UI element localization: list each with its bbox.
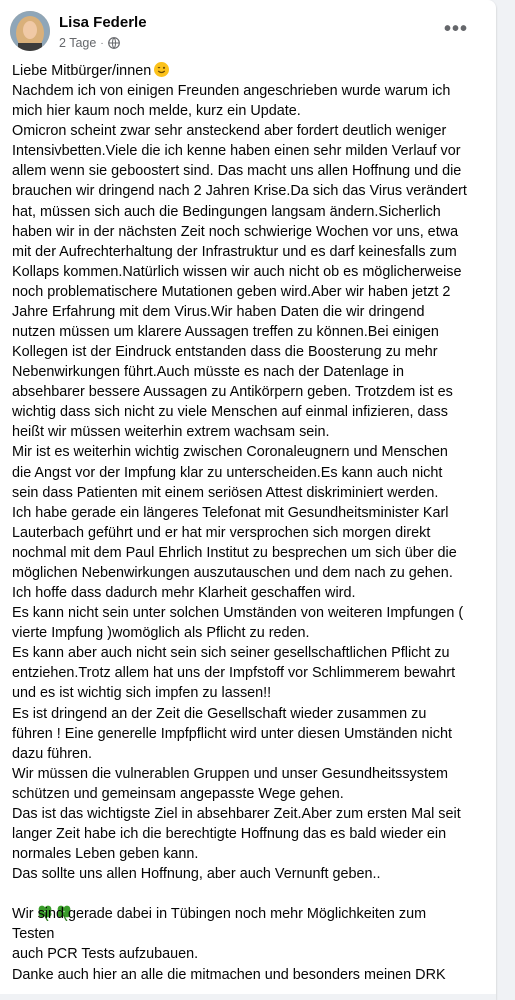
post-line: sein dass Patienten mit einem seriösen Attest diskriminiert werden.: [12, 484, 439, 501]
wink-emoji-icon: [154, 62, 169, 77]
post-line: Kollaps kommen.Natürlich wissen wir auch nicht ob es möglicherweise: [12, 263, 462, 280]
avatar-image: [10, 11, 50, 51]
post-meta: [59, 36, 120, 50]
post-line: vierte Impfung )womöglich als Pflicht zu reden.: [12, 625, 310, 642]
card-bottom-edge: [0, 994, 496, 1000]
post-line: führen ! Eine generelle Impfpflicht wird unter diesen Umständen nicht: [12, 725, 452, 742]
post-line: Testen: [12, 926, 55, 943]
post-line: Intensivbetten.Viele die ich kenne haben einen sehr milden Verlauf vor: [12, 143, 461, 160]
post-line: Wir müssen die vulnerablen Gruppen und unser Gesundheitssystem: [12, 765, 448, 782]
post-line: langer Zeit habe ich die berechtigte Hoffnung das es bald wieder ein: [12, 825, 447, 842]
post-line: absehbarer bessere Aussagen zu Antikörpern geben. Trotzdem ist es: [12, 384, 453, 401]
post-line: Kollegen ist der Eindruck entstanden dass die Boosterung zu mehr: [12, 344, 438, 361]
post-header: [10, 11, 486, 55]
post-line: Lauterbach geführt und er hat mir versprochen sich morgen direkt: [12, 524, 431, 541]
globe-icon[interactable]: [108, 37, 120, 49]
more-options-button[interactable]: •••: [443, 17, 468, 40]
post-line: Ich hoffe dass dadurch mehr Klarheit geschaffen wird.: [12, 585, 356, 602]
post-line: [12, 61, 490, 81]
post-line: allem wenn sie geboostert sind. Das macht uns allen Hoffnung und die: [12, 163, 462, 180]
post-time[interactable]: 2 Tage: [59, 36, 97, 50]
post-line: nochmal mit dem Paul Ehrlich Institut zu besprechen um sich über die: [12, 544, 457, 561]
post-line: heißt wir müssen weiterhin extrem wachsam sein.: [12, 424, 330, 441]
post-line: dazu führen.: [12, 745, 93, 762]
clover-line: [12, 884, 490, 904]
post-line: Das sollte uns allen Hoffnung, aber auch Vernunft geben..: [12, 866, 381, 883]
post-line: haben wir in der nächsten Zeit noch schwierige Wochen vor uns, etwa: [12, 223, 459, 240]
post-line: Ich habe gerade ein längeres Telefonat mit Gesundheitsminister Karl: [12, 504, 449, 521]
post-line: Omicron scheint zwar sehr ansteckend aber fordert deutlich weniger: [12, 123, 447, 140]
post-line: Es kann aber auch nicht sein sich seiner gesellschaftlichen Pflicht zu: [12, 645, 450, 662]
post-line: Danke auch hier an alle die mitmachen und besonders meinen DRK: [12, 966, 446, 983]
post-line: mit der Aufrechterhaltung der Infrastruktur und es darf keinesfalls zum: [12, 243, 457, 260]
post-line: noch problematischere Mutationen geben wird.Aber wir haben jetzt 2: [12, 283, 451, 300]
post-line: brauchen wir dringend nach 2 Jahren Krise.Da sich das Virus verändert: [12, 183, 467, 200]
post-line: wichtig dass sich nicht zu viele Menschen auf einmal infizieren, dass: [12, 404, 448, 421]
avatar[interactable]: [10, 11, 50, 51]
separator: ·: [100, 37, 104, 49]
post-line: nutzen müssen um klarere Aussagen treffen zu können.Bei einigen: [12, 324, 439, 341]
post-text: [12, 61, 490, 985]
post-line: Jahre Erfahrung mit dem Virus.Wir haben Daten die wir dringend: [12, 303, 425, 320]
post-line: Es ist dringend an der Zeit die Gesellschaft wieder zusammen zu: [12, 705, 427, 722]
post-line: Nachdem ich von einigen Freunden angeschrieben wurde warum ich: [12, 83, 451, 100]
post-line: Es kann nicht sein unter solchen Umständen von weiteren Impfungen (: [12, 605, 464, 622]
post-line: schützen und gemeinsam angepasste Wege gehen.: [12, 785, 344, 802]
author-name[interactable]: Lisa Federle: [59, 14, 147, 31]
post-line: Nebenwirkungen führt.Auch müsste es nach der Datenlage in: [12, 364, 404, 381]
post-line-text: Liebe Mitbürger/innen: [12, 63, 152, 79]
post-line: Das ist das wichtigste Ziel in absehbarer Zeit.Aber zum ersten Mal seit: [12, 805, 461, 822]
post-line: die Angst vor der Impfung klar zu unterscheiden.Es kann auch nicht: [12, 464, 443, 481]
post-line: mich hier kaum noch melde, kurz ein Update.: [12, 103, 301, 120]
post-line: und es ist wichtig sich impfen zu lassen!!: [12, 685, 272, 702]
post-line: hat, müssen sich auch die Bedingungen langsam ändern.Sicherlich: [12, 203, 441, 220]
post-line: möglichen Nebenwirkungen auszutauschen und dem nach zu gehen.: [12, 564, 453, 581]
post-line: Mir ist es weiterhin wichtig zwischen Coronaleugnern und Menschen: [12, 444, 448, 461]
post-line: auch PCR Tests aufzubauen.: [12, 946, 199, 963]
post-line: normales Leben geben kann.: [12, 846, 199, 863]
post-line: Wir sind gerade dabei in Tübingen noch mehr Möglichkeiten zum: [12, 906, 427, 923]
post-line: entziehen.Trotz allem hat uns der Impfstoff vor Schlimmerem bewahrt: [12, 665, 456, 682]
